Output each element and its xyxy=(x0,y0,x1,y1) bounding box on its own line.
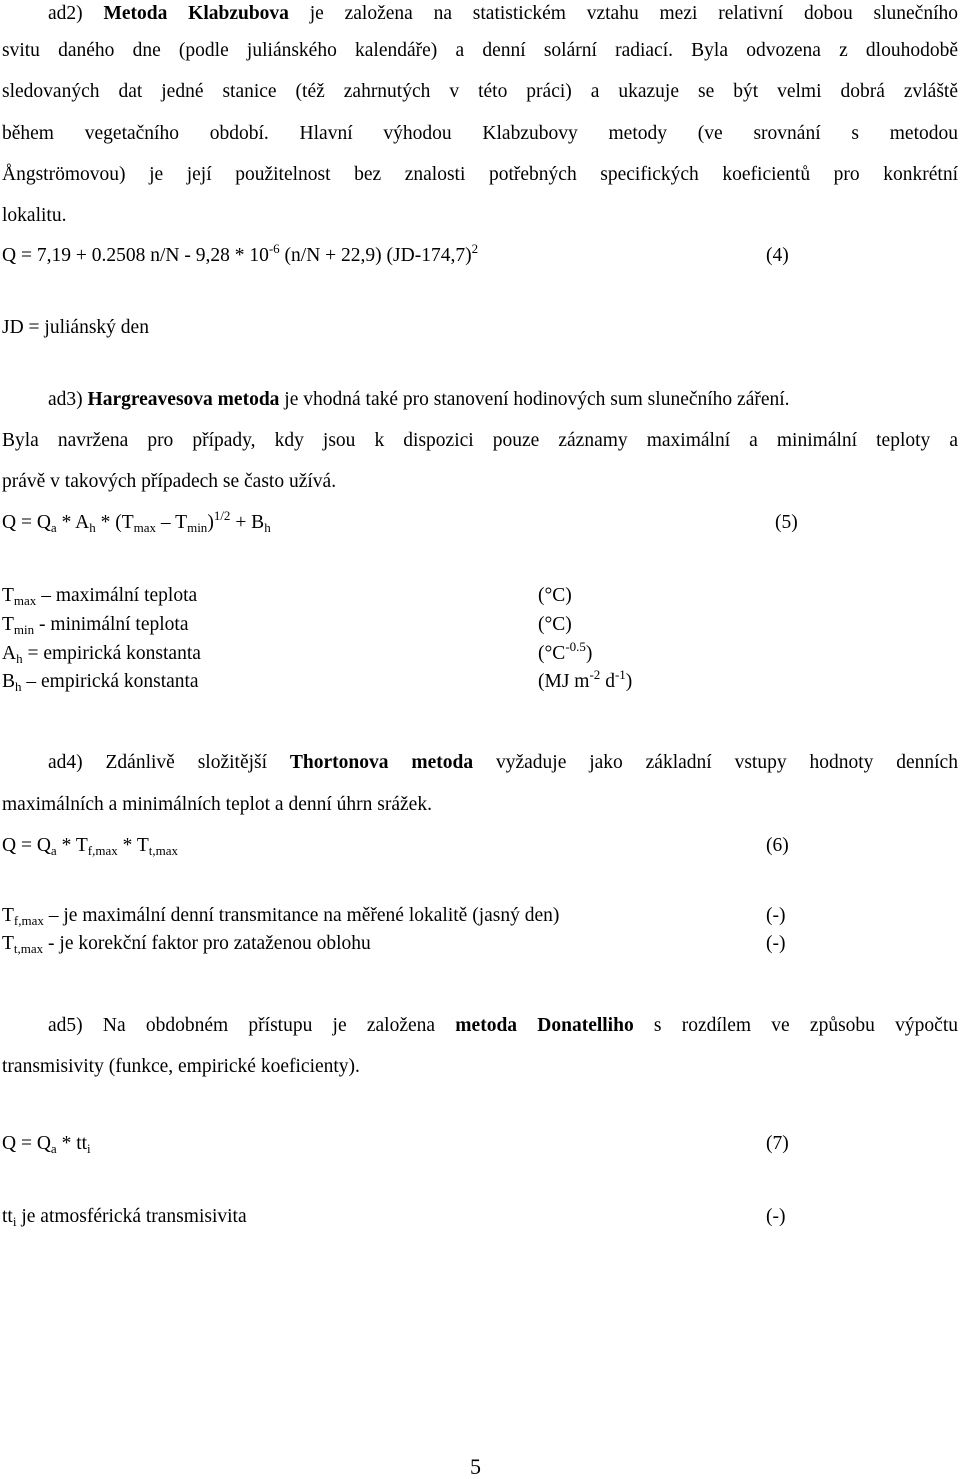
var-sub: f,max xyxy=(13,913,44,928)
ad5-prefix: ad5) Na obdobném přístupu je založena xyxy=(48,1015,456,1036)
eq5-part: Q = Q xyxy=(2,512,51,533)
eq6-sub: a xyxy=(50,843,57,858)
page-number: 5 xyxy=(470,1454,481,1479)
var-symbol: T xyxy=(2,933,14,954)
unit-close: ) xyxy=(625,671,633,692)
eq7-part: Q = Q xyxy=(2,1133,51,1154)
var-sub: h xyxy=(15,679,22,694)
var-symbol: A xyxy=(2,643,17,664)
eq5-sub: max xyxy=(133,520,157,535)
var-tfmax xyxy=(2,904,960,928)
unit-text: (MJ m xyxy=(538,671,590,692)
equation-7-number: (7) xyxy=(766,1133,789,1154)
unit-ttmax: (-) xyxy=(766,933,786,954)
var-ah xyxy=(2,642,960,666)
unit-text: (°C xyxy=(538,643,566,664)
eq7-part: * tt xyxy=(56,1133,88,1154)
eq5-part: * A xyxy=(56,512,90,533)
equation-6 xyxy=(2,834,960,858)
unit-tti: (-) xyxy=(766,1206,786,1227)
eq5-part: – T xyxy=(156,512,188,533)
ad4-line-1 xyxy=(48,751,958,775)
method-donatelli: metoda Donatelliho xyxy=(455,1015,634,1036)
jd-definition: JD = juliánský den xyxy=(2,317,149,338)
var-tmax xyxy=(2,584,960,608)
eq6-part: * T xyxy=(56,835,88,856)
eq5-part: ) xyxy=(207,512,214,533)
eq5-exp: 1/2 xyxy=(213,508,231,523)
var-symbol: T xyxy=(2,614,14,635)
unit-tmin: (°C) xyxy=(538,614,572,635)
var-sub: max xyxy=(13,593,37,608)
equation-6-number: (6) xyxy=(766,835,789,856)
unit-text: d xyxy=(600,671,615,692)
eq6-part: * T xyxy=(117,835,149,856)
ad3-line-2: Byla navržena pro případy, kdy jsou k dispozici pouze záznamy maximální a minimální teploty a xyxy=(2,430,958,451)
eq5-sub: a xyxy=(50,520,57,535)
var-desc: – je maximální denní transmitance na měřené lokalitě (jasný den) xyxy=(43,905,560,926)
var-sub: t,max xyxy=(13,941,44,956)
ad3-prefix: ad3) xyxy=(48,389,88,410)
var-desc: je atmosférická transmisivita xyxy=(16,1206,247,1227)
eq4-mid: (n/N + 22,9) (JD-174,7) xyxy=(279,245,472,266)
var-bh xyxy=(2,670,960,694)
eq5-sub: h xyxy=(89,520,96,535)
unit-exp: -1 xyxy=(614,667,626,682)
var-symbol: tt xyxy=(2,1206,13,1227)
var-desc: = empirická konstanta xyxy=(22,643,201,664)
ad5-line-2: transmisivity (funkce, empirické koeficienty). xyxy=(2,1056,360,1077)
equation-4-number: (4) xyxy=(766,245,789,266)
eq5-part: * (T xyxy=(95,512,134,533)
eq5-part: + B xyxy=(230,512,265,533)
var-symbol: B xyxy=(2,671,16,692)
ad2-prefix: ad2) xyxy=(48,3,104,24)
ad5-line-1 xyxy=(48,1014,958,1038)
ad2-line-2: svitu daného dne (podle juliánského kalendáře) a denní solární radiací. Byla odvozena z dlouhodobě xyxy=(2,40,958,61)
var-ttmax xyxy=(2,932,960,956)
eq6-part: Q = Q xyxy=(2,835,51,856)
unit-close: ) xyxy=(585,643,593,664)
unit-bh xyxy=(538,667,633,694)
unit-tmax: (°C) xyxy=(538,585,572,606)
ad2-line-4: během vegetačního období. Hlavní výhodou Klabzubovy metody (ve srovnání s metodou xyxy=(2,123,958,144)
eq4-exp-1: -6 xyxy=(268,241,280,256)
ad2-line-3: sledovaných dat jedné stanice (též zahrnutých v této práci) a ukazuje se být velmi dobrá zvláště xyxy=(2,81,958,102)
method-hargreaves: Hargreavesova metoda xyxy=(87,389,280,410)
equation-7 xyxy=(2,1132,960,1156)
var-tmin xyxy=(2,613,960,637)
ad3-line-1-text: je vhodná také pro stanovení hodinových sum slunečního záření. xyxy=(279,389,790,410)
eq6-sub: f,max xyxy=(87,843,118,858)
var-desc: – maximální teplota xyxy=(36,585,198,606)
eq7-sub: i xyxy=(87,1141,91,1156)
ad3-line-3: právě v takových případech se často užívá. xyxy=(2,471,337,492)
var-symbol: T xyxy=(2,585,14,606)
ad4-line-2: maximálních a minimálních teplot a denní úhrn srážek. xyxy=(2,794,432,815)
var-symbol: T xyxy=(2,905,14,926)
unit-exp: -2 xyxy=(589,667,601,682)
ad2-line-6: lokalitu. xyxy=(2,205,67,226)
eq5-sub: h xyxy=(264,520,271,535)
method-thornton: Thortonova metoda xyxy=(289,752,474,773)
unit-ah xyxy=(538,639,593,666)
var-desc: – empirická konstanta xyxy=(21,671,199,692)
equation-5-number: (5) xyxy=(775,512,798,533)
ad2-line-1 xyxy=(48,2,958,26)
ad5-line-1-text: s rozdílem ve způsobu výpočtu xyxy=(633,1015,958,1036)
ad2-line-1-text: je založena na statistickém vztahu mezi relativní dobou slunečního xyxy=(288,3,958,24)
unit-exp: -0.5 xyxy=(565,639,586,654)
eq4-part: Q = 7,19 + 0.2508 n/N - 9,28 * 10 xyxy=(2,245,269,266)
ad2-line-5: Ångströmovou) je její použitelnost bez znalosti potřebných specifických koeficientů pro konkrétní xyxy=(2,164,958,185)
var-desc: - minimální teplota xyxy=(34,614,189,635)
eq5-sub: min xyxy=(187,520,208,535)
eq6-sub: t,max xyxy=(148,843,179,858)
ad4-prefix: ad4) Zdánlivě složitější xyxy=(48,752,290,773)
eq7-sub: a xyxy=(50,1141,57,1156)
ad3-line-1 xyxy=(48,388,960,412)
var-sub: min xyxy=(13,622,35,637)
var-sub: i xyxy=(12,1214,17,1229)
eq4-exp-2: 2 xyxy=(471,241,479,256)
var-sub: h xyxy=(16,651,23,666)
equation-4 xyxy=(2,241,960,268)
method-klabzubova: Metoda Klabzubova xyxy=(103,3,289,24)
var-tti xyxy=(2,1205,960,1229)
ad4-line-1-text: vyžaduje jako základní vstupy hodnoty denních xyxy=(473,752,958,773)
var-desc: - je korekční faktor pro zataženou oblohu xyxy=(43,933,371,954)
unit-tfmax: (-) xyxy=(766,905,786,926)
equation-5 xyxy=(2,508,960,535)
